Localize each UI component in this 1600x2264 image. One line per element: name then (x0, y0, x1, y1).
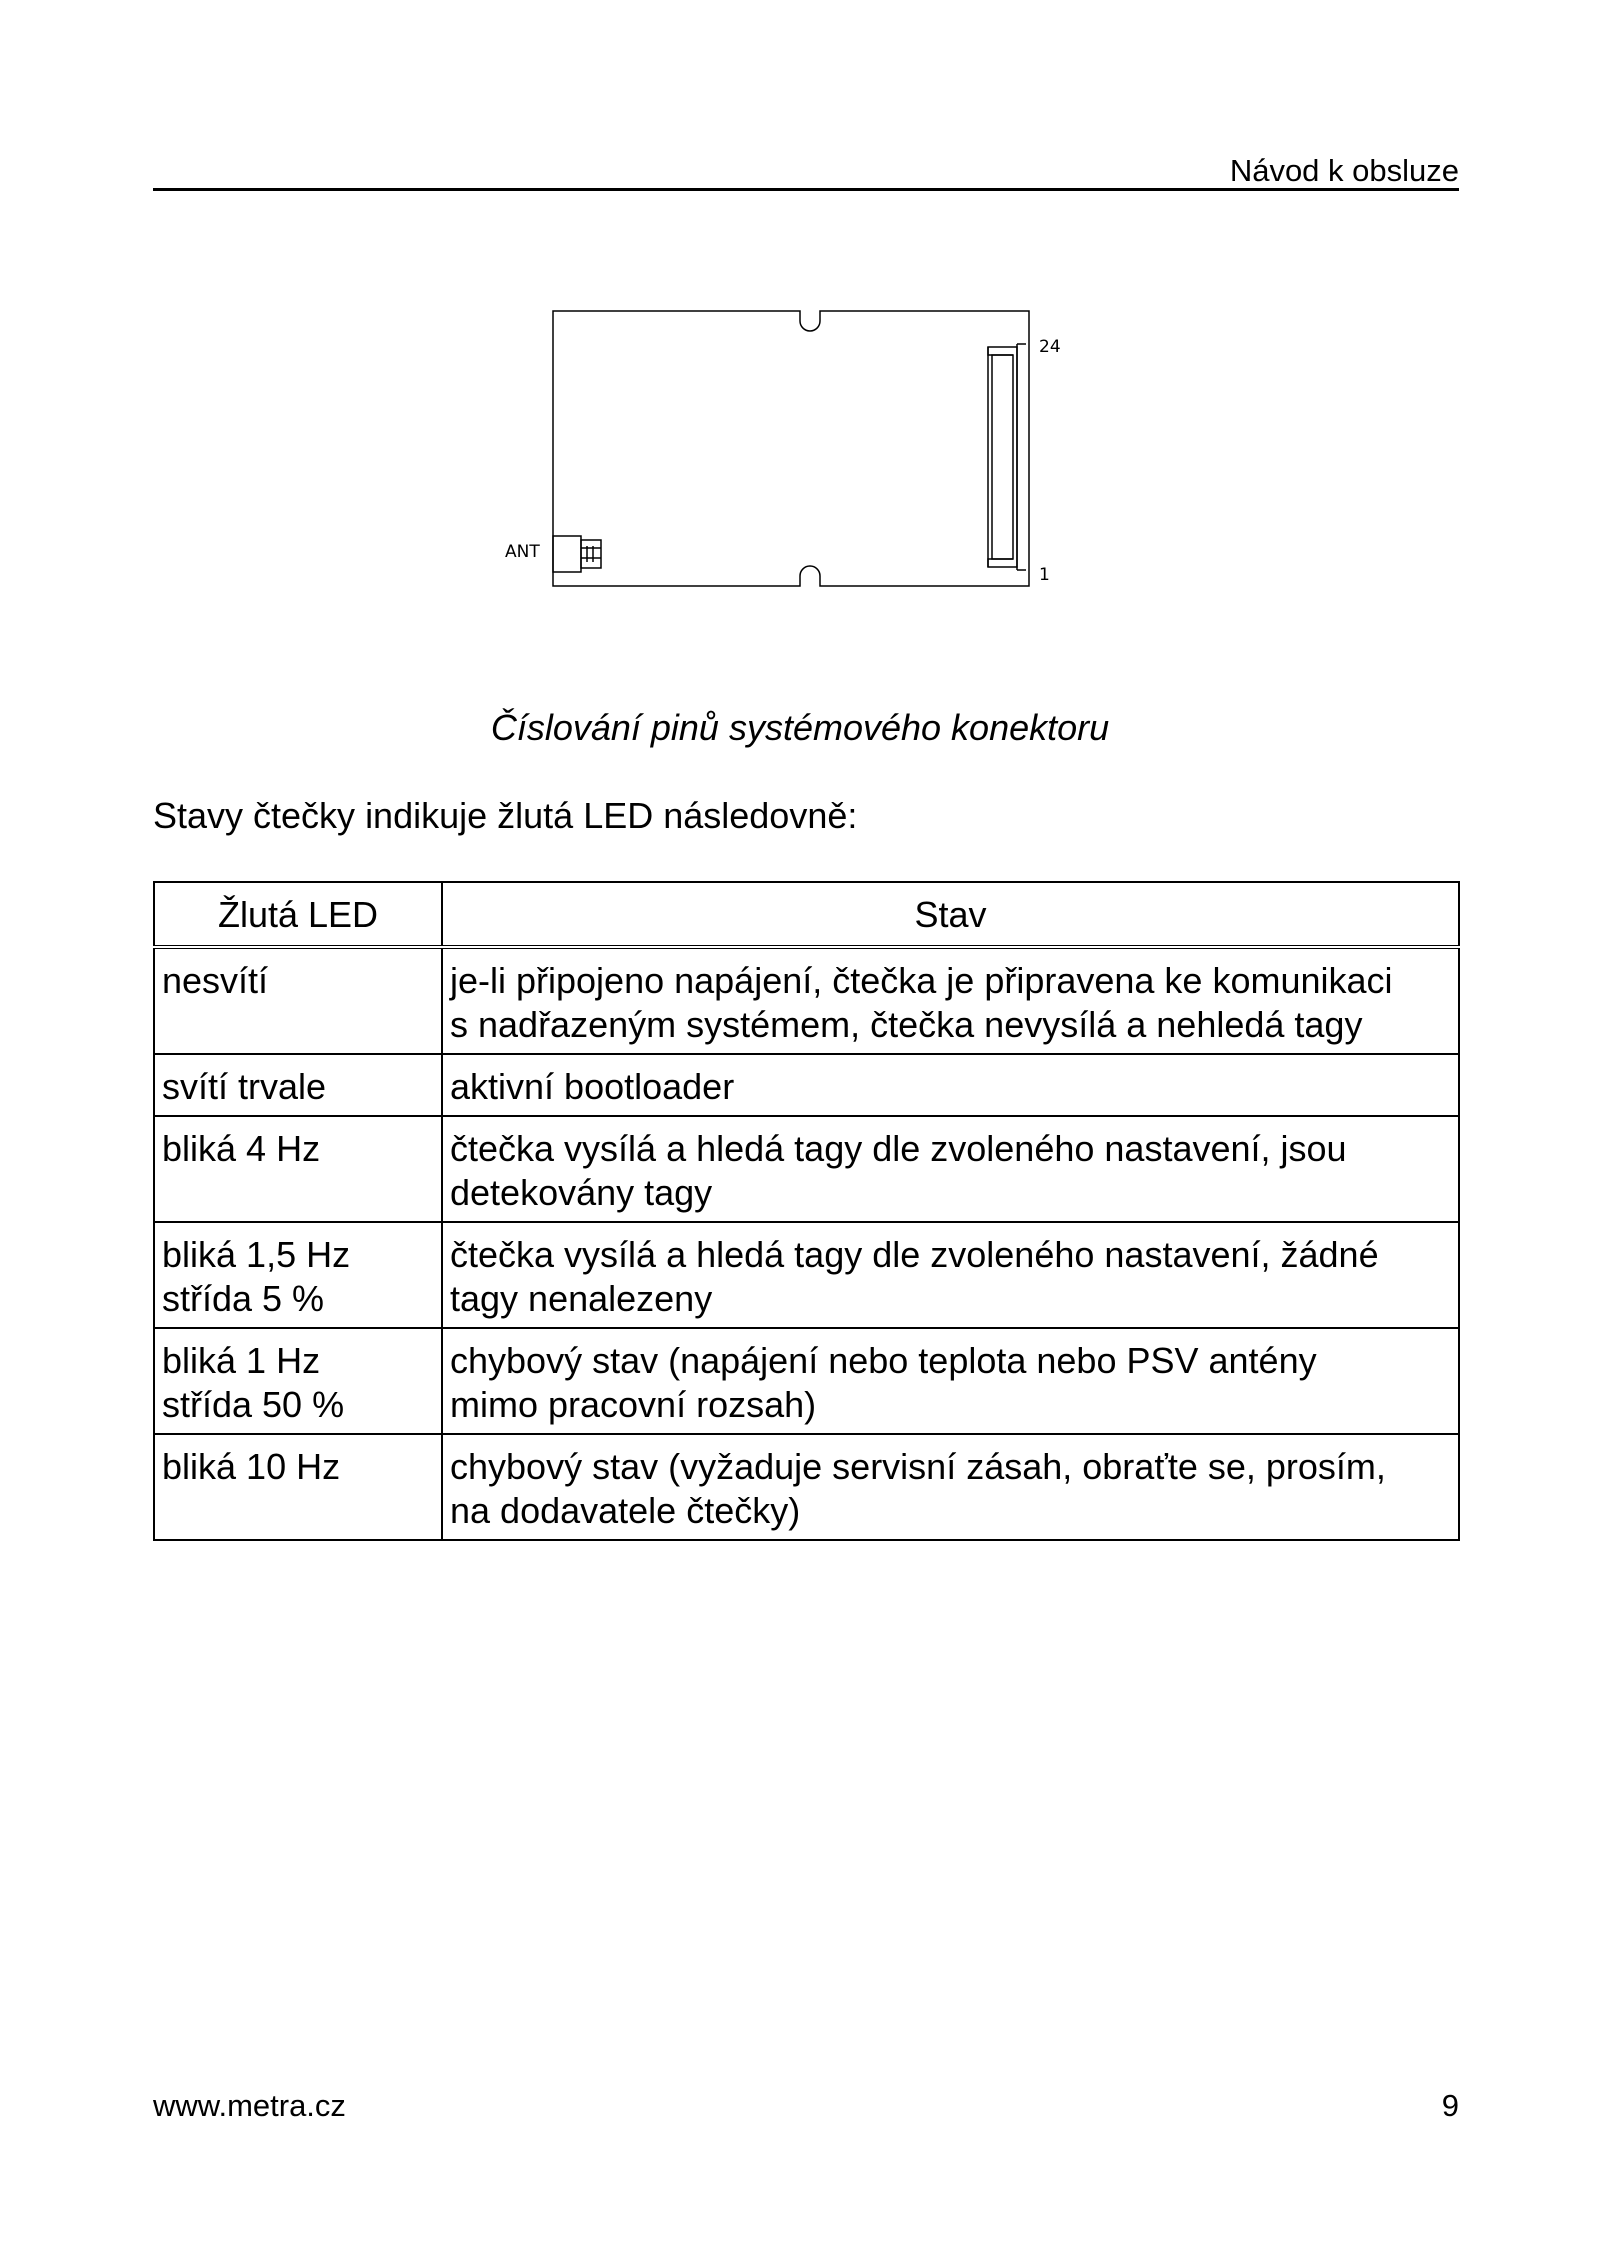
state-text: na dodavatele čtečky) (450, 1490, 801, 1531)
table-row (154, 1434, 1459, 1540)
led-status-table (153, 881, 1460, 1541)
state-cell (442, 1434, 1459, 1540)
column-header-led: Žlutá LED (154, 882, 442, 947)
led-cell (154, 1116, 442, 1222)
board-outline (553, 311, 1029, 586)
table-row (154, 1116, 1459, 1222)
state-text: chybový stav (napájení nebo teplota nebo PSV antény (450, 1340, 1317, 1381)
column-header-state: Stav (442, 882, 1459, 947)
table-row (154, 1054, 1459, 1116)
state-cell (442, 947, 1459, 1054)
led-cell (154, 947, 442, 1054)
led-text: nesvítí (162, 960, 269, 1001)
state-text: tagy nenalezeny (450, 1278, 713, 1319)
state-text: mimo pracovní rozsah) (450, 1384, 817, 1425)
state-text: detekovány tagy (450, 1172, 713, 1213)
state-cell (442, 1054, 1459, 1116)
state-text: aktivní bootloader (450, 1066, 735, 1107)
led-cell (154, 1222, 442, 1328)
table-header-row (154, 882, 1459, 947)
state-cell (442, 1222, 1459, 1328)
pin-label-top: 24 (1039, 337, 1061, 357)
state-text: čtečka vysílá a hledá tagy dle zvoleného nastavení, žádné (450, 1234, 1379, 1275)
led-text: bliká 4 Hz (162, 1128, 321, 1169)
header-rule (153, 188, 1459, 191)
led-text: bliká 10 Hz (162, 1446, 341, 1487)
state-cell (442, 1328, 1459, 1434)
intro-text: Stavy čtečky indikuje žlutá LED následovně: (153, 795, 858, 836)
figure-caption: Číslování pinů systémového konektoru (490, 707, 1110, 748)
state-cell (442, 1116, 1459, 1222)
state-text: chybový stav (vyžaduje servisní zásah, obraťte se, prosím, (450, 1446, 1386, 1487)
table-row (154, 1328, 1459, 1434)
pin-label-bottom: 1 (1039, 565, 1050, 585)
page-number: 9 (1441, 2088, 1459, 2123)
state-text: čtečka vysílá a hledá tagy dle zvoleného nastavení, jsou (450, 1128, 1347, 1169)
led-cell (154, 1054, 442, 1116)
led-text: bliká 1 Hz (162, 1340, 321, 1381)
led-text: bliká 1,5 Hz (162, 1234, 351, 1275)
table-row (154, 1222, 1459, 1328)
led-text: střída 50 % (162, 1384, 345, 1425)
led-cell (154, 1434, 442, 1540)
led-text: svítí trvale (162, 1066, 327, 1107)
led-cell (154, 1328, 442, 1434)
connector-pin-diagram (496, 300, 1076, 600)
led-text: střída 5 % (162, 1278, 325, 1319)
table-row (154, 947, 1459, 1054)
footer-url: www.metra.cz (153, 2088, 346, 2123)
antenna-connector (553, 536, 581, 572)
header-title: Návod k obsluze (1229, 153, 1459, 188)
ant-label: ANT (505, 542, 540, 562)
state-text: je-li připojeno napájení, čtečka je připravena ke komunikaci (450, 960, 1393, 1001)
state-text: s nadřazeným systémem, čtečka nevysílá a nehledá tagy (450, 1004, 1363, 1045)
